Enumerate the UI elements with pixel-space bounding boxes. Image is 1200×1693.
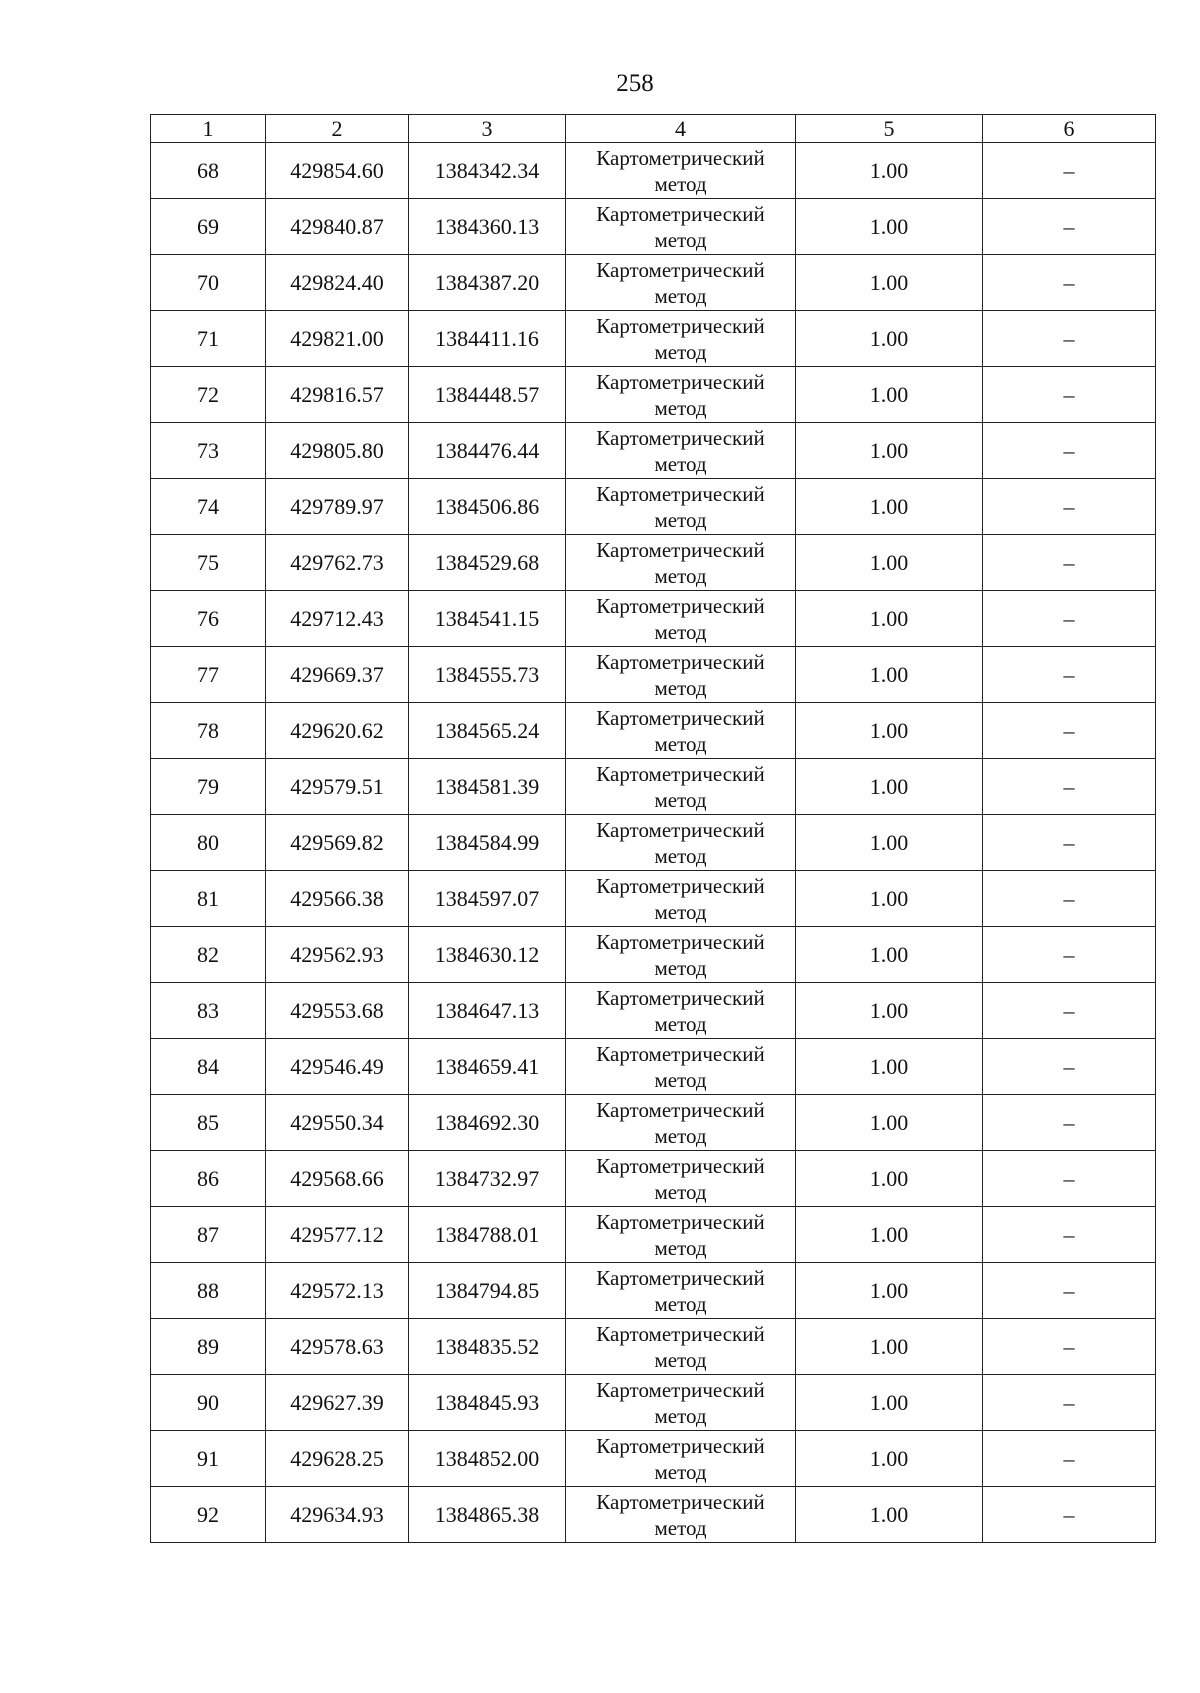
- accuracy-cell: 1.00: [796, 479, 983, 535]
- table-row: [151, 255, 1156, 311]
- method-text-line: метод: [654, 227, 707, 252]
- note-cell: –: [983, 311, 1156, 367]
- x-coordinate-cell: 429579.51: [266, 759, 409, 815]
- method-cell: [566, 1319, 796, 1375]
- note-cell: –: [983, 759, 1156, 815]
- method-cell: [566, 1207, 796, 1263]
- x-coordinate-cell: 429824.40: [266, 255, 409, 311]
- note-cell: –: [983, 1151, 1156, 1207]
- method-text-line: Картометрический: [596, 1097, 765, 1122]
- method-text-line: Картометрический: [596, 873, 765, 898]
- point-number-cell: 83: [151, 983, 266, 1039]
- y-coordinate-cell: 1384852.00: [409, 1431, 566, 1487]
- note-cell: –: [983, 1095, 1156, 1151]
- accuracy-cell: 1.00: [796, 143, 983, 199]
- table-row: [151, 647, 1156, 703]
- point-number-cell: 86: [151, 1151, 266, 1207]
- point-number-cell: 87: [151, 1207, 266, 1263]
- y-coordinate-cell: 1384506.86: [409, 479, 566, 535]
- accuracy-cell: 1.00: [796, 1375, 983, 1431]
- point-number-cell: 81: [151, 871, 266, 927]
- method-cell: [566, 591, 796, 647]
- note-cell: –: [983, 983, 1156, 1039]
- y-coordinate-cell: 1384360.13: [409, 199, 566, 255]
- page-number: 258: [616, 70, 654, 97]
- table-row: [151, 1039, 1156, 1095]
- method-text-line: Картометрический: [596, 761, 765, 786]
- note-cell: –: [983, 591, 1156, 647]
- accuracy-cell: 1.00: [796, 1431, 983, 1487]
- table-row: [151, 1375, 1156, 1431]
- method-text-line: Картометрический: [596, 1153, 765, 1178]
- method-cell: [566, 759, 796, 815]
- table-row: [151, 1487, 1156, 1543]
- method-text-line: метод: [654, 507, 707, 532]
- accuracy-cell: 1.00: [796, 423, 983, 479]
- table-row: [151, 143, 1156, 199]
- method-cell: [566, 983, 796, 1039]
- method-text-line: метод: [654, 171, 707, 196]
- method-cell: [566, 815, 796, 871]
- method-text-line: метод: [654, 1459, 707, 1484]
- column-header: 2: [266, 115, 409, 143]
- accuracy-cell: 1.00: [796, 871, 983, 927]
- x-coordinate-cell: 429550.34: [266, 1095, 409, 1151]
- point-number-cell: 80: [151, 815, 266, 871]
- table-row: [151, 367, 1156, 423]
- note-cell: –: [983, 815, 1156, 871]
- method-text-line: Картометрический: [596, 1377, 765, 1402]
- table-row: [151, 1207, 1156, 1263]
- y-coordinate-cell: 1384630.12: [409, 927, 566, 983]
- method-text-line: метод: [654, 1347, 707, 1372]
- point-number-cell: 71: [151, 311, 266, 367]
- y-coordinate-cell: 1384597.07: [409, 871, 566, 927]
- method-text-line: метод: [654, 1515, 707, 1540]
- x-coordinate-cell: 429620.62: [266, 703, 409, 759]
- point-number-cell: 75: [151, 535, 266, 591]
- table-row: [151, 927, 1156, 983]
- y-coordinate-cell: 1384476.44: [409, 423, 566, 479]
- point-number-cell: 84: [151, 1039, 266, 1095]
- point-number-cell: 82: [151, 927, 266, 983]
- x-coordinate-cell: 429789.97: [266, 479, 409, 535]
- x-coordinate-cell: 429854.60: [266, 143, 409, 199]
- method-text-line: метод: [654, 1123, 707, 1148]
- method-text-line: метод: [654, 283, 707, 308]
- table-row: [151, 535, 1156, 591]
- method-cell: [566, 1375, 796, 1431]
- method-text-line: метод: [654, 787, 707, 812]
- note-cell: –: [983, 199, 1156, 255]
- table-header-row: [151, 115, 1156, 143]
- point-number-cell: 79: [151, 759, 266, 815]
- table-row: [151, 1263, 1156, 1319]
- table-row: [151, 703, 1156, 759]
- accuracy-cell: 1.00: [796, 759, 983, 815]
- method-text-line: Картометрический: [596, 313, 765, 338]
- table-row: [151, 1095, 1156, 1151]
- y-coordinate-cell: 1384835.52: [409, 1319, 566, 1375]
- method-text-line: метод: [654, 395, 707, 420]
- accuracy-cell: 1.00: [796, 927, 983, 983]
- method-cell: [566, 143, 796, 199]
- method-cell: [566, 703, 796, 759]
- x-coordinate-cell: 429569.82: [266, 815, 409, 871]
- x-coordinate-cell: 429627.39: [266, 1375, 409, 1431]
- point-number-cell: 69: [151, 199, 266, 255]
- method-text-line: метод: [654, 1403, 707, 1428]
- y-coordinate-cell: 1384584.99: [409, 815, 566, 871]
- method-cell: [566, 871, 796, 927]
- method-cell: [566, 367, 796, 423]
- table-row: [151, 591, 1156, 647]
- y-coordinate-cell: 1384555.73: [409, 647, 566, 703]
- method-text-line: Картометрический: [596, 257, 765, 282]
- note-cell: –: [983, 479, 1156, 535]
- y-coordinate-cell: 1384529.68: [409, 535, 566, 591]
- x-coordinate-cell: 429568.66: [266, 1151, 409, 1207]
- point-number-cell: 89: [151, 1319, 266, 1375]
- method-text-line: Картометрический: [596, 1041, 765, 1066]
- column-header: 4: [566, 115, 796, 143]
- method-text-line: Картометрический: [596, 593, 765, 618]
- method-text-line: метод: [654, 619, 707, 644]
- y-coordinate-cell: 1384845.93: [409, 1375, 566, 1431]
- point-number-cell: 88: [151, 1263, 266, 1319]
- accuracy-cell: 1.00: [796, 311, 983, 367]
- column-header: 6: [983, 115, 1156, 143]
- method-text-line: метод: [654, 731, 707, 756]
- point-number-cell: 91: [151, 1431, 266, 1487]
- method-text-line: Картометрический: [596, 705, 765, 730]
- note-cell: –: [983, 1207, 1156, 1263]
- column-header: 1: [151, 115, 266, 143]
- method-text-line: метод: [654, 899, 707, 924]
- method-cell: [566, 647, 796, 703]
- method-text-line: Картометрический: [596, 425, 765, 450]
- method-cell: [566, 479, 796, 535]
- note-cell: –: [983, 143, 1156, 199]
- x-coordinate-cell: 429805.80: [266, 423, 409, 479]
- note-cell: –: [983, 703, 1156, 759]
- x-coordinate-cell: 429578.63: [266, 1319, 409, 1375]
- method-text-line: метод: [654, 451, 707, 476]
- accuracy-cell: 1.00: [796, 1263, 983, 1319]
- method-text-line: Картометрический: [596, 1265, 765, 1290]
- method-text-line: метод: [654, 843, 707, 868]
- point-number-cell: 76: [151, 591, 266, 647]
- column-header: 5: [796, 115, 983, 143]
- accuracy-cell: 1.00: [796, 1207, 983, 1263]
- method-cell: [566, 1151, 796, 1207]
- column-header: 3: [409, 115, 566, 143]
- accuracy-cell: 1.00: [796, 1487, 983, 1543]
- table-row: [151, 815, 1156, 871]
- x-coordinate-cell: 429628.25: [266, 1431, 409, 1487]
- note-cell: –: [983, 423, 1156, 479]
- table-body: [151, 143, 1156, 1543]
- method-text-line: Картометрический: [596, 481, 765, 506]
- method-text-line: метод: [654, 1067, 707, 1092]
- method-text-line: Картометрический: [596, 1209, 765, 1234]
- x-coordinate-cell: 429566.38: [266, 871, 409, 927]
- note-cell: –: [983, 255, 1156, 311]
- accuracy-cell: 1.00: [796, 367, 983, 423]
- point-number-cell: 72: [151, 367, 266, 423]
- accuracy-cell: 1.00: [796, 535, 983, 591]
- note-cell: –: [983, 871, 1156, 927]
- note-cell: –: [983, 927, 1156, 983]
- y-coordinate-cell: 1384692.30: [409, 1095, 566, 1151]
- method-cell: [566, 535, 796, 591]
- x-coordinate-cell: 429634.93: [266, 1487, 409, 1543]
- y-coordinate-cell: 1384342.34: [409, 143, 566, 199]
- method-text-line: метод: [654, 1011, 707, 1036]
- table-row: [151, 1319, 1156, 1375]
- accuracy-cell: 1.00: [796, 1319, 983, 1375]
- accuracy-cell: 1.00: [796, 703, 983, 759]
- method-text-line: Картометрический: [596, 1489, 765, 1514]
- accuracy-cell: 1.00: [796, 255, 983, 311]
- point-number-cell: 78: [151, 703, 266, 759]
- method-text-line: Картометрический: [596, 145, 765, 170]
- y-coordinate-cell: 1384794.85: [409, 1263, 566, 1319]
- y-coordinate-cell: 1384565.24: [409, 703, 566, 759]
- method-cell: [566, 1431, 796, 1487]
- point-number-cell: 68: [151, 143, 266, 199]
- point-number-cell: 92: [151, 1487, 266, 1543]
- y-coordinate-cell: 1384448.57: [409, 367, 566, 423]
- table-row: [151, 759, 1156, 815]
- method-text-line: Картометрический: [596, 1321, 765, 1346]
- method-text-line: Картометрический: [596, 817, 765, 842]
- x-coordinate-cell: 429669.37: [266, 647, 409, 703]
- method-text-line: метод: [654, 339, 707, 364]
- method-cell: [566, 927, 796, 983]
- method-text-line: метод: [654, 1291, 707, 1316]
- y-coordinate-cell: 1384865.38: [409, 1487, 566, 1543]
- table-row: [151, 479, 1156, 535]
- note-cell: –: [983, 1375, 1156, 1431]
- x-coordinate-cell: 429712.43: [266, 591, 409, 647]
- x-coordinate-cell: 429546.49: [266, 1039, 409, 1095]
- method-text-line: метод: [654, 563, 707, 588]
- table-row: [151, 1151, 1156, 1207]
- note-cell: –: [983, 535, 1156, 591]
- table-row: [151, 1431, 1156, 1487]
- method-text-line: Картометрический: [596, 1433, 765, 1458]
- method-cell: [566, 311, 796, 367]
- accuracy-cell: 1.00: [796, 647, 983, 703]
- x-coordinate-cell: 429562.93: [266, 927, 409, 983]
- accuracy-cell: 1.00: [796, 1095, 983, 1151]
- x-coordinate-cell: 429762.73: [266, 535, 409, 591]
- method-cell: [566, 1263, 796, 1319]
- method-text-line: метод: [654, 675, 707, 700]
- method-cell: [566, 1487, 796, 1543]
- table-row: [151, 983, 1156, 1039]
- method-cell: [566, 1039, 796, 1095]
- method-cell: [566, 255, 796, 311]
- x-coordinate-cell: 429572.13: [266, 1263, 409, 1319]
- point-number-cell: 74: [151, 479, 266, 535]
- accuracy-cell: 1.00: [796, 1039, 983, 1095]
- table-row: [151, 871, 1156, 927]
- x-coordinate-cell: 429816.57: [266, 367, 409, 423]
- accuracy-cell: 1.00: [796, 815, 983, 871]
- method-text-line: Картометрический: [596, 985, 765, 1010]
- method-text-line: Картометрический: [596, 201, 765, 226]
- method-cell: [566, 1095, 796, 1151]
- y-coordinate-cell: 1384411.16: [409, 311, 566, 367]
- coordinates-table: [150, 114, 1156, 1543]
- y-coordinate-cell: 1384788.01: [409, 1207, 566, 1263]
- x-coordinate-cell: 429553.68: [266, 983, 409, 1039]
- point-number-cell: 90: [151, 1375, 266, 1431]
- y-coordinate-cell: 1384581.39: [409, 759, 566, 815]
- table-row: [151, 423, 1156, 479]
- note-cell: –: [983, 1039, 1156, 1095]
- method-text-line: Картометрический: [596, 369, 765, 394]
- method-text-line: метод: [654, 1235, 707, 1260]
- note-cell: –: [983, 367, 1156, 423]
- method-text-line: Картометрический: [596, 537, 765, 562]
- method-cell: [566, 423, 796, 479]
- note-cell: –: [983, 1487, 1156, 1543]
- y-coordinate-cell: 1384647.13: [409, 983, 566, 1039]
- note-cell: –: [983, 1319, 1156, 1375]
- accuracy-cell: 1.00: [796, 1151, 983, 1207]
- point-number-cell: 73: [151, 423, 266, 479]
- x-coordinate-cell: 429840.87: [266, 199, 409, 255]
- accuracy-cell: 1.00: [796, 591, 983, 647]
- note-cell: –: [983, 647, 1156, 703]
- method-text-line: Картометрический: [596, 929, 765, 954]
- method-text-line: метод: [654, 955, 707, 980]
- method-text-line: Картометрический: [596, 649, 765, 674]
- point-number-cell: 70: [151, 255, 266, 311]
- y-coordinate-cell: 1384387.20: [409, 255, 566, 311]
- point-number-cell: 85: [151, 1095, 266, 1151]
- table-row: [151, 199, 1156, 255]
- accuracy-cell: 1.00: [796, 983, 983, 1039]
- y-coordinate-cell: 1384659.41: [409, 1039, 566, 1095]
- note-cell: –: [983, 1431, 1156, 1487]
- y-coordinate-cell: 1384732.97: [409, 1151, 566, 1207]
- x-coordinate-cell: 429821.00: [266, 311, 409, 367]
- table-row: [151, 311, 1156, 367]
- method-text-line: метод: [654, 1179, 707, 1204]
- y-coordinate-cell: 1384541.15: [409, 591, 566, 647]
- accuracy-cell: 1.00: [796, 199, 983, 255]
- note-cell: –: [983, 1263, 1156, 1319]
- method-cell: [566, 199, 796, 255]
- x-coordinate-cell: 429577.12: [266, 1207, 409, 1263]
- point-number-cell: 77: [151, 647, 266, 703]
